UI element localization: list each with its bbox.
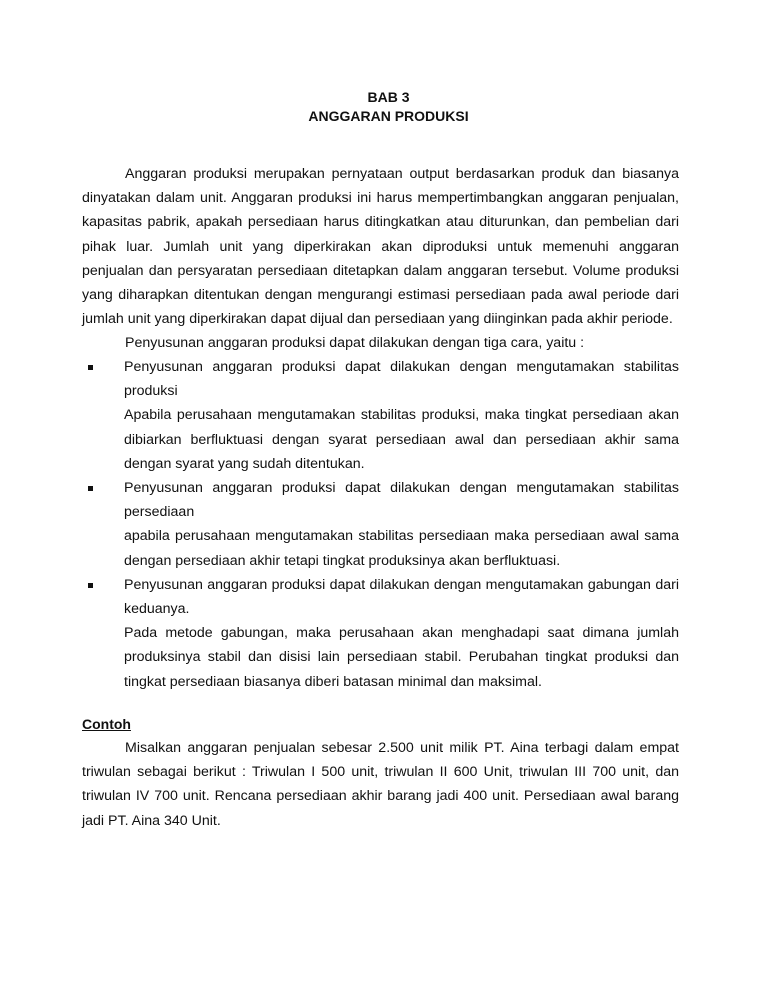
method-heading: Penyusunan anggaran produksi dapat dilakukan dengan mengutamakan stabilitas persediaan (124, 480, 679, 521)
method-body: apabila perusahaan mengutamakan stabilitas persediaan maka persediaan awal sama dengan persediaan akhir tetapi tingkat produksinya akan berfluktuasi. (124, 528, 679, 569)
square-bullet-icon (88, 365, 93, 370)
method-heading: Penyusunan anggaran produksi dapat dilakukan dengan mengutamakan gabungan dari keduanya. (124, 576, 679, 618)
example-paragraph: Misalkan anggaran penjualan sebesar 2.500 unit milik PT. Aina terbagi dalam empat triwulan sebagai berikut : Triwulan I 500 unit, triwulan II 600 Unit, triwulan III 700 unit, dan triwulan IV 700 unit. Rencana persediaan akhir barang jadi 400 unit. Persediaan awal barang jadi PT. Aina 340 Unit. (82, 740, 679, 829)
list-item (82, 573, 679, 694)
square-bullet-icon (88, 486, 93, 491)
method-body: Apabila perusahaan mengutamakan stabilitas produksi, maka tingkat persediaan akan dibiarkan berfluktuasi dengan syarat persediaan awal dan persediaan akhir sama dengan syarat yang sudah ditentukan. (124, 407, 679, 472)
list-item (82, 476, 679, 573)
chapter-number: BAB 3 (367, 89, 410, 105)
chapter-title: ANGGARAN PRODUKSI (308, 108, 469, 124)
methods-lead: Penyusunan anggaran produksi dapat dilakukan dengan tiga cara, yaitu : (125, 335, 585, 351)
intro-paragraph: Anggaran produksi merupakan pernyataan output berdasarkan produk dan biasanya dinyatakan dalam unit. Anggaran produksi ini harus mempertimbangkan anggaran penjualan, kapasitas pabrik, apakah persediaan harus ditingkatkan atau diturunkan, dan pembelian dari pihak luar. Jumlah unit yang diperkirakan akan diproduksi untuk memenuhi anggaran penjualan dan persyaratan persediaan ditetapkan dalam anggaran tersebut. Volume produksi yang diharapkan ditentukan dengan mengurangi estimasi persediaan pada awal periode dari jumlah unit yang diperkirakan dapat dijual dan persediaan yang diinginkan pada akhir periode. (82, 166, 679, 328)
method-heading: Penyusunan anggaran produksi dapat dilakukan dengan mengutamakan stabilitas produksi (124, 359, 679, 400)
method-body: Pada metode gabungan, maka perusahaan akan menghadapi saat dimana jumlah produksinya stabil dan disisi lain persediaan stabil. Perubahan tingkat produksi dan tingkat persediaan biasanya diberi batasan minimal dan maksimal. (124, 625, 679, 690)
chapter-header (82, 88, 679, 126)
square-bullet-icon (88, 583, 93, 588)
list-item (82, 355, 679, 476)
methods-list (82, 355, 679, 694)
example-heading: Contoh (82, 716, 131, 732)
